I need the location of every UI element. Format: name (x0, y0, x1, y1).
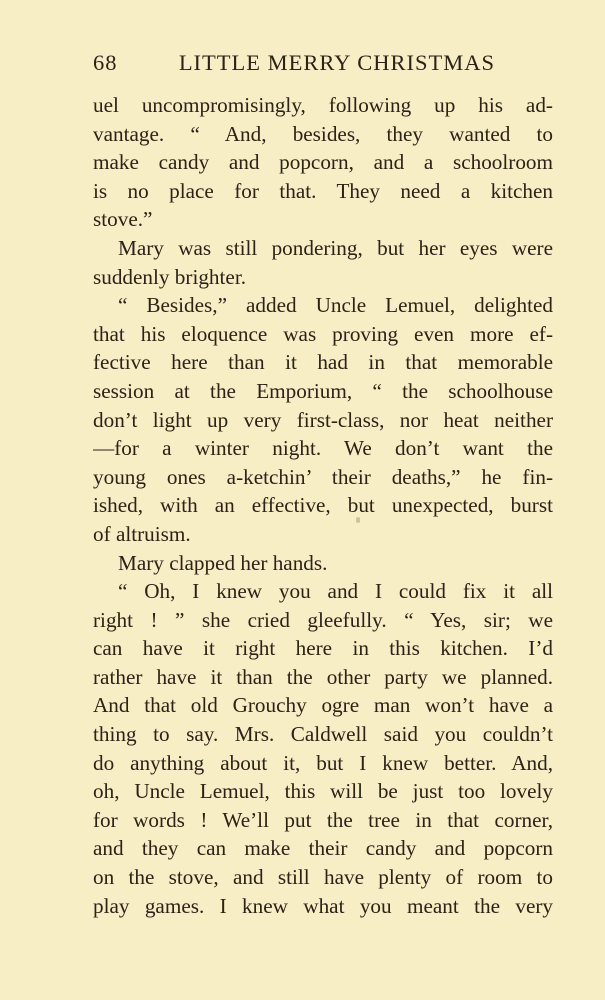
text-line: stove.” (93, 207, 153, 232)
text-line: can have it right here in this kitchen. I’d (93, 636, 553, 661)
text-line: session at the Emporium, “ the schoolhouse (93, 378, 553, 403)
body-text (93, 91, 553, 920)
text-line: “ Oh, I knew you and I could fix it all (118, 579, 553, 604)
paper-speck (356, 517, 360, 523)
text-line: Mary was still pondering, but her eyes were (118, 235, 553, 260)
text-line: do anything about it, but I knew better. And, (93, 750, 553, 775)
text-line: uel uncompromisingly, following up his ad- (93, 93, 553, 117)
text-line: play games. I knew what you meant the very (93, 893, 553, 918)
text-line: thing to say. Mrs. Caldwell said you couldn’t (93, 722, 553, 747)
text-line: Mary clapped her hands. (118, 550, 328, 575)
text-line: that his eloquence was proving even more ef- (93, 321, 553, 346)
text-line: suddenly brighter. (93, 264, 246, 289)
text-line: ished, with an effective, but unexpected, burst (93, 493, 553, 518)
text-line: for words ! We’ll put the tree in that corner, (93, 807, 553, 832)
text-line: young ones a-ketchin’ their deaths,” he fin- (93, 464, 553, 489)
text-line: of altruism. (93, 521, 191, 546)
text-line: on the stove, and still have plenty of room to (93, 865, 553, 890)
text-line: don’t light up very first-class, nor heat neither (93, 407, 553, 432)
text-line: “ Besides,” added Uncle Lemuel, delighted (118, 293, 553, 318)
text-line: fective here than it had in that memorable (93, 350, 553, 375)
text-line: right ! ” she cried gleefully. “ Yes, sir; we (93, 607, 553, 632)
text-line: oh, Uncle Lemuel, this will be just too lovely (93, 779, 553, 804)
text-line: make candy and popcorn, and a schoolroom (93, 150, 553, 175)
page-number: 68 (93, 50, 118, 75)
running-title: LITTLE MERRY CHRISTMAS (178, 50, 495, 75)
text-line: is no place for that. They need a kitchen (93, 178, 553, 203)
text-line: And that old Grouchy ogre man won’t have a (93, 693, 553, 718)
text-line: vantage. “ And, besides, they wanted to (93, 121, 553, 146)
running-head (93, 48, 495, 78)
text-line: rather have it than the other party we planned. (93, 664, 553, 689)
text-line: —for a winter night. We don’t want the (93, 436, 553, 461)
text-line: and they can make their candy and popcorn (93, 836, 553, 861)
